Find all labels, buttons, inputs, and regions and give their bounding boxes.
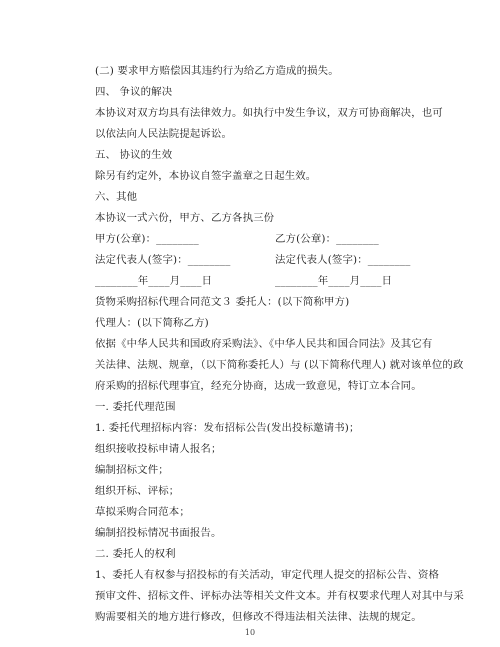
text-line: 组织接收投标申请人报名； xyxy=(95,443,222,455)
text-line: 府采购的招标代理事宜，经充分协商，达成一致意见，特订立本合同。 xyxy=(95,380,422,392)
party-b-date: ________年____月____日 xyxy=(275,275,393,287)
party-a-representative: 法定代表人(签字)：________ xyxy=(95,254,231,266)
text-line: 组织开标、评标； xyxy=(95,485,180,497)
text-line: 依据《中华人民共和国政府采购法》、《中华人民共和国合同法》及其它有 xyxy=(95,338,433,350)
party-b-seal: 乙方(公章)：________ xyxy=(275,233,379,245)
text-line: 草拟采购合同范本； xyxy=(95,506,190,518)
party-a-date: ________年____月____日 xyxy=(95,275,213,287)
party-a-seal: 甲方(公章)：________ xyxy=(95,233,199,245)
text-line: 关法律、法规、规章，（以下简称委托人）与 (以下简称代理人) 就对该单位的政 xyxy=(95,359,464,371)
text-line: 除另有约定外，本协议自签字盖章之日起生效。 xyxy=(95,170,317,182)
section-heading: 五、 协议的生效 xyxy=(95,149,173,161)
text-line: (二) 要求甲方赔偿因其违约行为给乙方造成的损失。 xyxy=(95,65,339,77)
text-line: 本协议对双方均具有法律效力。如执行中发生争议，双方可协商解决，也可 xyxy=(95,107,443,119)
text-line: 编制招投标情况书面报告。 xyxy=(95,527,222,539)
text-line: 1、委托人有权参与招投标的有关活动，审定代理人提交的招标公告、资格 xyxy=(95,569,440,581)
text-line: 以依法向人民法院提起诉讼。 xyxy=(95,128,233,140)
section-heading: 二. 委托人的权利 xyxy=(95,548,176,560)
section-heading: 六、其他 xyxy=(95,191,138,203)
text-line: 本协议一式六份，甲方、乙方各执三份 xyxy=(95,212,275,224)
contract-title: 货物采购招标代理合同范文３ 委托人：(以下简称甲方) xyxy=(95,296,350,308)
text-line: 预审文件、招标文件、评标办法等相关文件文本。并有权要求代理人对其中与采 xyxy=(95,590,464,602)
text-line: 代理人：(以下简称乙方) xyxy=(95,317,209,329)
text-line: 1. 委托代理招标内容：发布招标公告(发出投标邀请书)； xyxy=(95,422,360,434)
text-line: 购需要相关的地方进行修改，但修改不得违法相关法律、法规的规定。 xyxy=(95,611,422,623)
text-line: 编制招标文件； xyxy=(95,464,169,476)
page-number: 10 xyxy=(244,628,256,637)
section-heading: 一. 委托代理范围 xyxy=(95,401,176,413)
party-b-representative: 法定代表人(签字)：________ xyxy=(275,254,411,266)
section-heading: 四、 争议的解决 xyxy=(95,86,173,98)
